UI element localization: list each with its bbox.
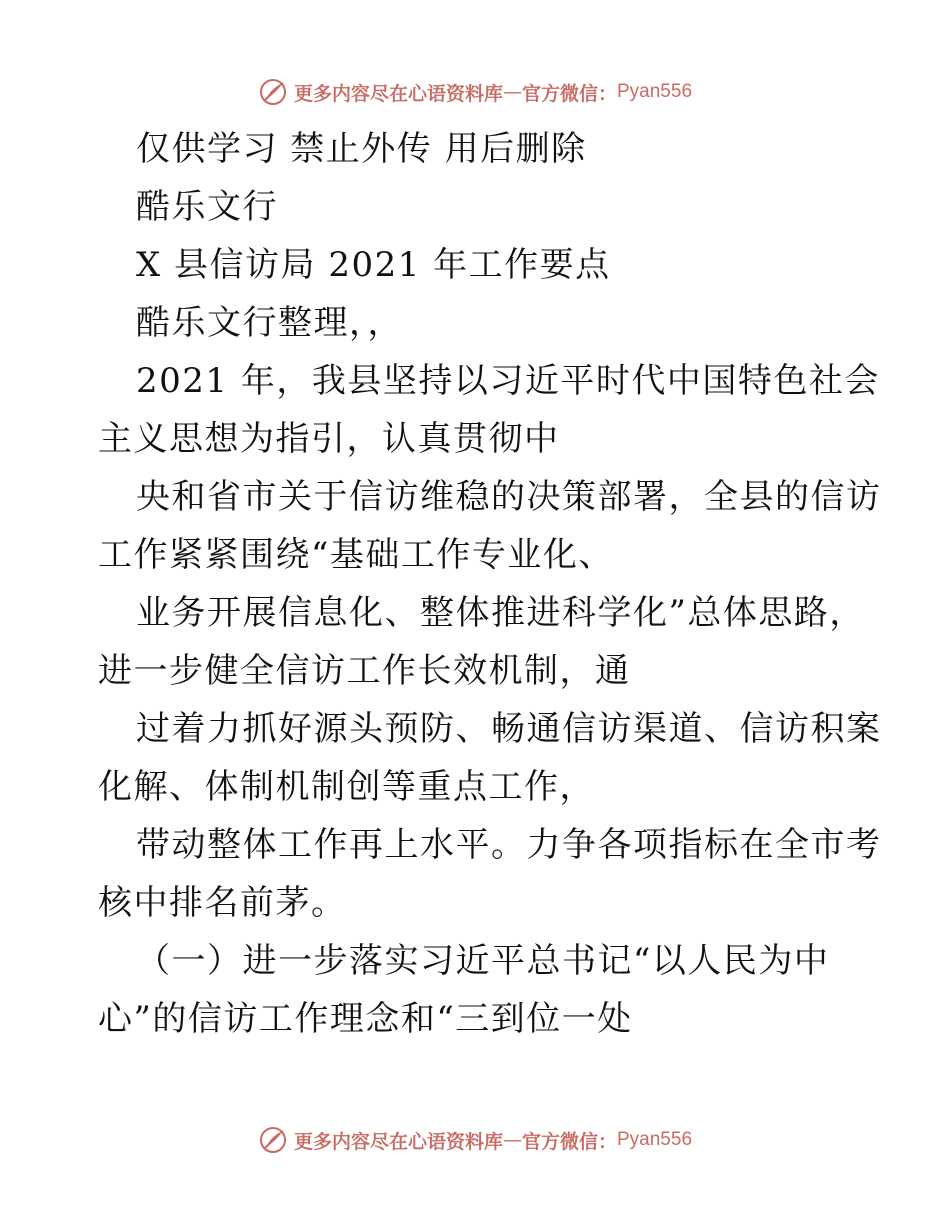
body-line: 主义思想为指引，认真贯彻中 bbox=[98, 419, 560, 459]
body-line: 进一步健全信访工作长效机制，通 bbox=[98, 651, 631, 691]
author-line: 酷乐文行 bbox=[136, 187, 278, 227]
body-line: 业务开展信息化、整体推进科学化”总体思路， bbox=[136, 593, 865, 633]
feather-pen-logo-icon bbox=[258, 1125, 288, 1155]
document-title: X 县信访局 2021 年工作要点 bbox=[136, 245, 611, 285]
watermark-wechat-label: 官方微信： bbox=[521, 1130, 617, 1153]
watermark-wechat-id: Pyan556 bbox=[617, 1129, 693, 1150]
header-watermark bbox=[0, 72, 950, 112]
editor-line: 酷乐文行整理，， bbox=[136, 303, 403, 343]
body-line: 2021 年，我县坚持以习近平时代中国特色社会 bbox=[136, 361, 880, 401]
body-line: 央和省市关于信访维稳的决策部署，全县的信访 bbox=[136, 477, 882, 517]
body-line: 过着力抓好源头预防、畅通信访渠道、信访积案 bbox=[136, 709, 882, 749]
body-line: 工作紧紧围绕“基础工作专业化、 bbox=[98, 535, 614, 575]
watermark-separator: — bbox=[502, 1129, 522, 1151]
document-body bbox=[98, 120, 882, 1048]
body-line: 核中排名前茅。 bbox=[98, 883, 347, 923]
feather-pen-logo-icon bbox=[258, 77, 288, 107]
watermark-separator: — bbox=[502, 81, 522, 103]
watermark-site-text: 更多内容尽在心语资料库 bbox=[293, 1130, 503, 1153]
watermark-wechat-label: 官方微信： bbox=[521, 82, 617, 105]
watermark-site-text: 更多内容尽在心语资料库 bbox=[293, 82, 503, 105]
section-heading-line: 心”的信访工作理念和“三到位一处 bbox=[98, 999, 633, 1039]
body-line: 带动整体工作再上水平。力争各项指标在全市考 bbox=[136, 825, 882, 865]
watermark-wechat-id: Pyan556 bbox=[617, 81, 693, 102]
body-line: 化解、体制机制创等重点工作， bbox=[98, 767, 595, 807]
notice-line: 仅供学习 禁止外传 用后删除 bbox=[136, 129, 587, 169]
footer-watermark bbox=[0, 1120, 950, 1160]
section-heading-line: （一）进一步落实习近平总书记“以人民为中 bbox=[136, 941, 830, 981]
